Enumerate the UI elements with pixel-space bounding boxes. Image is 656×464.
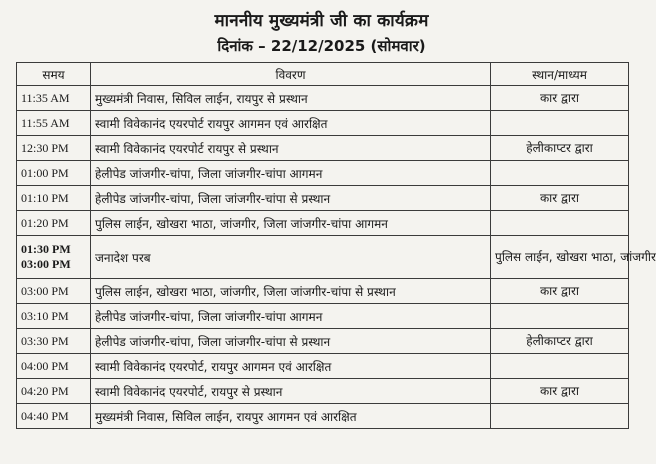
row-mode: हेलीकाप्टर द्वारा [491,329,629,354]
table-row [17,236,629,279]
column-header-description: विवरण [91,63,491,86]
schedule-table [16,62,656,429]
row-time: 04:00 PM [17,354,91,379]
row-time: 03:00 PM [17,279,91,304]
row-time: 01:20 PM [17,211,91,236]
row-mode [491,354,629,379]
row-time-start: 01:30 PM [21,242,71,256]
row-mode [491,161,629,186]
table-row [17,161,629,186]
row-description: मुख्यमंत्री निवास, सिविल लाईन, रायपुर से प्रस्थान [91,86,491,111]
page-title: माननीय मुख्यमंत्री जी का कार्यक्रम [214,11,429,31]
row-mode: पुलिस लाईन, खोखरा भाठा, जांजगीर [491,236,629,279]
row-description: हेलीपेड जांजगीर-चांपा, जिला जांजगीर-चांपा आगमन [91,304,491,329]
row-time: 01:00 PM [17,161,91,186]
table-row [17,404,629,429]
row-description: मुख्यमंत्री निवास, सिविल लाईन, रायपुर आगमन एवं आरक्षित [91,404,491,429]
row-time: 03:10 PM [17,304,91,329]
row-mode: हेलीकाप्टर द्वारा [491,136,629,161]
row-description: जनादेश परब [91,236,491,279]
table-row [17,86,629,111]
table-row [17,279,629,304]
row-description: पुलिस लाईन, खोखरा भाठा, जांजगीर, जिला जांजगीर-चांपा से प्रस्थान [91,279,491,304]
row-time: 11:35 AM [17,86,91,111]
column-header-place-mode: स्थान/माध्यम [491,63,629,86]
table-row [17,211,629,236]
row-time: 04:40 PM [17,404,91,429]
row-time: 04:20 PM [17,379,91,404]
row-description: स्वामी विवेकानंद एयरपोर्ट, रायपुर से प्रस्थान [91,379,491,404]
table-row [17,304,629,329]
row-mode: कार द्वारा [491,279,629,304]
table-row [17,136,629,161]
row-description: स्वामी विवेकानंद एयरपोर्ट, रायपुर आगमन एवं आरक्षित [91,354,491,379]
table-row [17,354,629,379]
row-time-end: 03:00 PM [21,257,71,271]
column-header-time: समय [17,63,91,86]
table-row [17,379,629,404]
row-mode: कार द्वारा [491,186,629,211]
row-mode [491,304,629,329]
table-row [17,186,629,211]
page-subtitle: दिनांक – 22/12/2025 (सोमवार) [217,37,426,55]
row-mode: कार द्वारा [491,86,629,111]
row-description: स्वामी विवेकानंद एयरपोर्ट रायपुर से प्रस्थान [91,136,491,161]
row-time: 12:30 PM [17,136,91,161]
row-time: 01:10 PM [17,186,91,211]
row-time: 03:30 PM [17,329,91,354]
row-mode [491,111,629,136]
row-description: हेलीपेड जांजगीर-चांपा, जिला जांजगीर-चांपा आगमन [91,161,491,186]
row-description: हेलीपेड जांजगीर-चांपा, जिला जांजगीर-चांपा से प्रस्थान [91,186,491,211]
row-mode [491,404,629,429]
table-row [17,329,629,354]
row-description: हेलीपेड जांजगीर-चांपा, जिला जांजगीर-चांपा से प्रस्थान [91,329,491,354]
row-time-range [17,236,91,279]
row-mode: कार द्वारा [491,379,629,404]
table-row [17,111,629,136]
table-header-row [17,63,629,86]
row-time: 11:55 AM [17,111,91,136]
row-description: पुलिस लाईन, खोखरा भाठा, जांजगीर, जिला जांजगीर-चांपा आगमन [91,211,491,236]
row-description: स्वामी विवेकानंद एयरपोर्ट रायपुर आगमन एवं आरक्षित [91,111,491,136]
row-mode [491,211,629,236]
